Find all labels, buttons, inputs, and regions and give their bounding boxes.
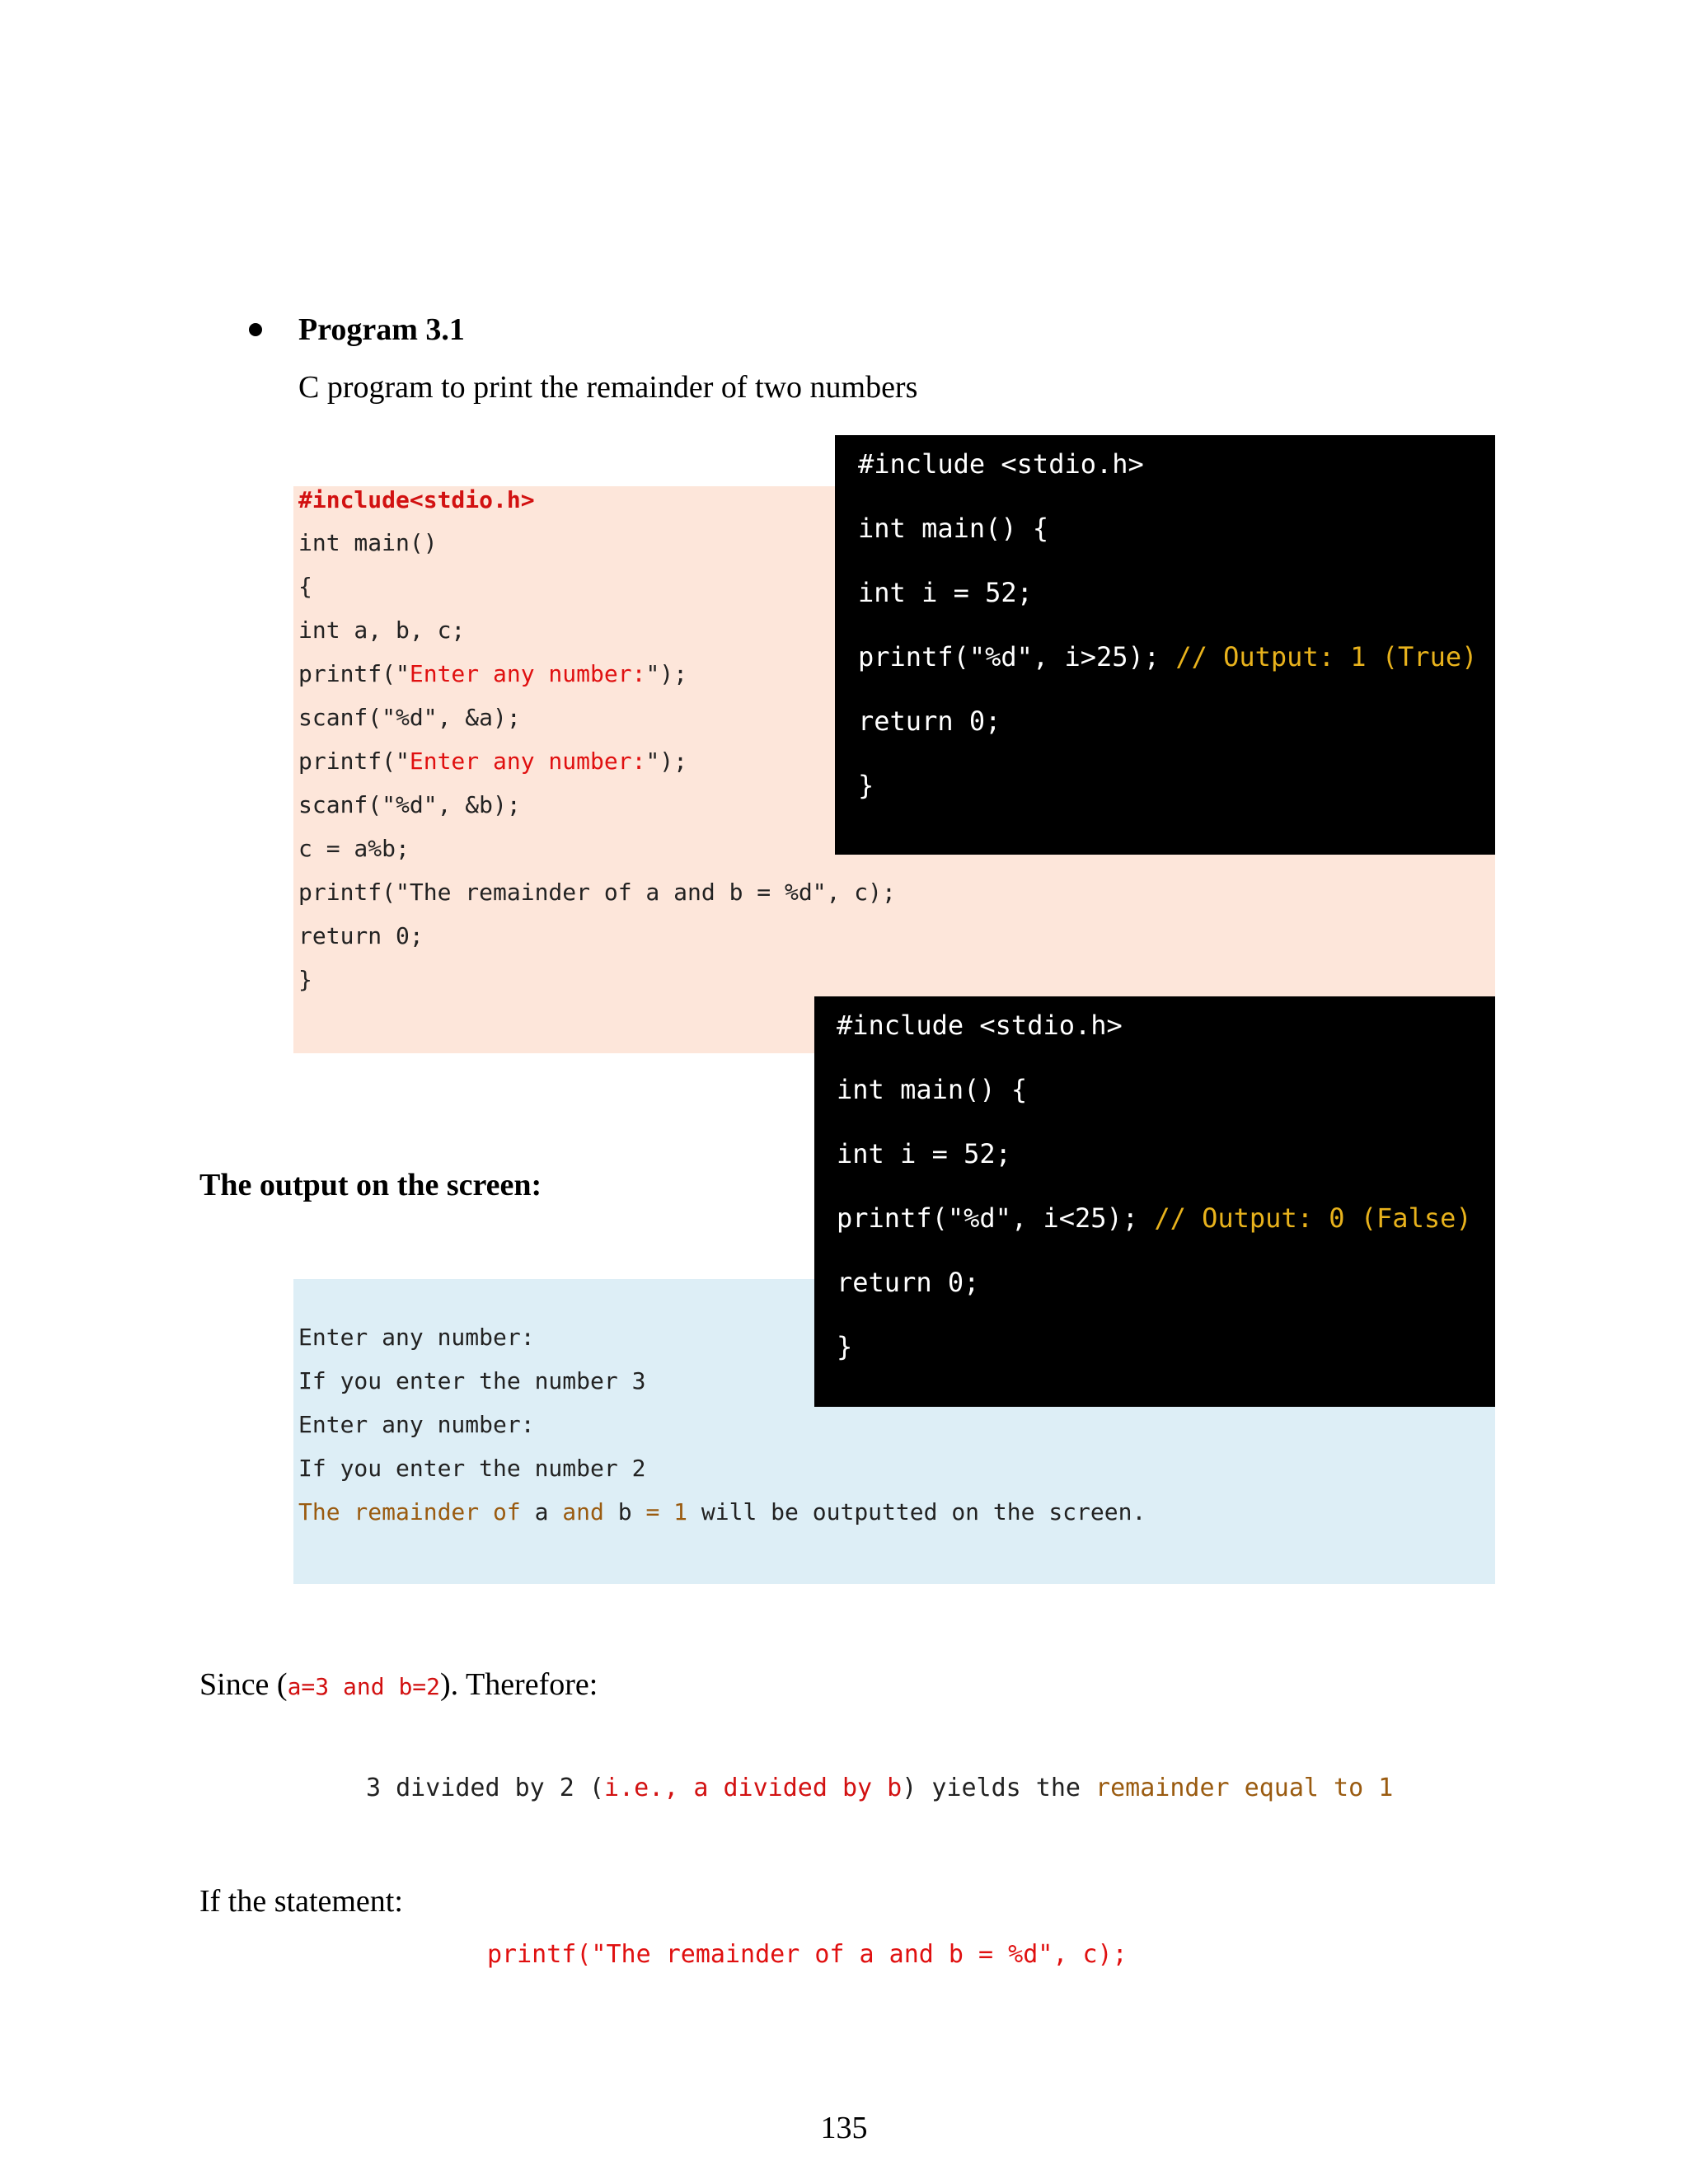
output-line-2: If you enter the number 3 <box>298 1367 646 1394</box>
output-line-5: The remainder of a and b = 1 will be outputted on the screen. <box>298 1498 1146 1526</box>
snippet-true-return: return 0; <box>858 705 1001 737</box>
page-number: 135 <box>820 2111 868 2145</box>
snippet-false-decl: int i = 52; <box>837 1138 1011 1169</box>
division-explanation: 3 divided by 2 (i.e., a divided by b) yields the remainder equal to 1 <box>366 1774 1394 1802</box>
code-printf-3: printf("The remainder of a and b = %d", c); <box>298 879 896 906</box>
if-statement-text: If the statement: <box>199 1884 403 1919</box>
output-line-4: If you enter the number 2 <box>298 1455 646 1482</box>
snippet-true-include: #include <stdio.h> <box>858 448 1144 480</box>
code-calc: c = a%b; <box>298 835 410 862</box>
code-include: #include<stdio.h> <box>298 486 535 513</box>
program-subtitle: C program to print the remainder of two numbers <box>298 370 918 405</box>
snippet-false-close: } <box>837 1331 853 1362</box>
snippet-false-block <box>814 996 1495 1407</box>
snippet-false-main: int main() { <box>837 1074 1028 1105</box>
output-heading: The output on the screen: <box>199 1168 542 1202</box>
printf-statement: printf("The remainder of a and b = %d", c); <box>487 1940 1128 1969</box>
snippet-true-main: int main() { <box>858 513 1049 544</box>
code-scanf-1: scanf("%d", &a); <box>298 704 521 731</box>
snippet-true-close: } <box>858 770 874 801</box>
code-open-brace: { <box>298 573 312 600</box>
code-declaration: int a, b, c; <box>298 616 466 644</box>
code-close-brace: } <box>298 966 312 993</box>
code-printf-2: printf("Enter any number:"); <box>298 748 688 775</box>
code-scanf-2: scanf("%d", &b); <box>298 791 521 818</box>
snippet-false-printf: printf("%d", i<25); // Output: 0 (False) <box>837 1202 1472 1234</box>
output-line-1: Enter any number: <box>298 1324 535 1351</box>
snippet-false-return: return 0; <box>837 1267 980 1298</box>
code-return: return 0; <box>298 922 424 949</box>
code-printf-1: printf("Enter any number:"); <box>298 660 688 687</box>
code-main: int main() <box>298 529 438 556</box>
snippet-false-include: #include <stdio.h> <box>837 1010 1123 1041</box>
snippet-true-block <box>835 435 1495 855</box>
snippet-true-printf: printf("%d", i>25); // Output: 1 (True) <box>858 641 1478 673</box>
snippet-true-decl: int i = 52; <box>858 577 1033 608</box>
program-heading: Program 3.1 <box>298 312 465 347</box>
output-line-3: Enter any number: <box>298 1411 535 1438</box>
since-text: Since (a=3 and b=2). Therefore: <box>199 1667 598 1702</box>
bullet-icon <box>249 323 262 336</box>
